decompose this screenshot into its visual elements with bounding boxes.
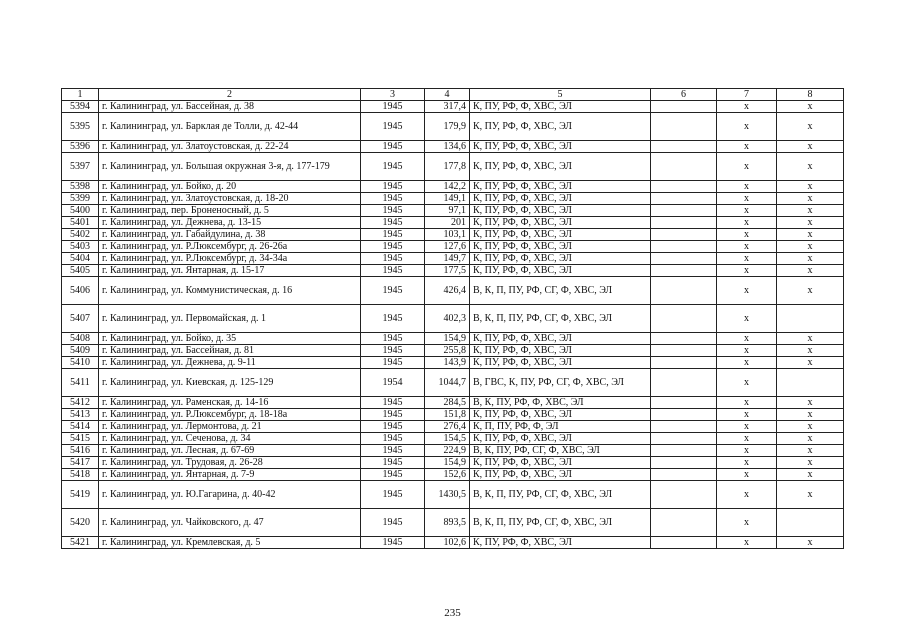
row-number: 5403	[62, 241, 99, 253]
column-header: 2	[99, 89, 361, 101]
col7-cell: х	[717, 345, 777, 357]
address-cell: г. Калининград, ул. Сеченова, д. 34	[99, 433, 361, 445]
col8-cell: х	[777, 537, 844, 549]
col6-cell	[651, 229, 717, 241]
year-cell: 1945	[361, 193, 425, 205]
address-cell: г. Калининград, ул. Бойко, д. 20	[99, 181, 361, 193]
year-cell: 1945	[361, 181, 425, 193]
col6-cell	[651, 253, 717, 265]
address-cell: г. Калининград, ул. Бойко, д. 35	[99, 333, 361, 345]
area-cell: 1430,5	[425, 481, 470, 509]
col6-cell	[651, 509, 717, 537]
column-header: 4	[425, 89, 470, 101]
table-row	[62, 101, 844, 113]
address-cell: г. Калининград, ул. Янтарная, д. 15-17	[99, 265, 361, 277]
area-cell: 284,5	[425, 397, 470, 409]
col7-cell: х	[717, 357, 777, 369]
row-number: 5411	[62, 369, 99, 397]
col8-cell: х	[777, 241, 844, 253]
address-cell: г. Калининград, ул. Чайковского, д. 47	[99, 509, 361, 537]
table-row	[62, 433, 844, 445]
area-cell: 177,5	[425, 265, 470, 277]
row-number: 5395	[62, 113, 99, 141]
table-row	[62, 481, 844, 509]
works-cell: К, ПУ, РФ, Ф, ХВС, ЭЛ	[470, 217, 651, 229]
address-cell: г. Калининград, ул. Большая окружная 3-я, д. 177-179	[99, 153, 361, 181]
area-cell: 142,2	[425, 181, 470, 193]
works-cell: В, К, П, ПУ, РФ, СГ, Ф, ХВС, ЭЛ	[470, 277, 651, 305]
column-header: 1	[62, 89, 99, 101]
year-cell: 1945	[361, 397, 425, 409]
year-cell: 1945	[361, 345, 425, 357]
area-cell: 1044,7	[425, 369, 470, 397]
row-number: 5421	[62, 537, 99, 549]
col7-cell: х	[717, 305, 777, 333]
year-cell: 1945	[361, 101, 425, 113]
col6-cell	[651, 113, 717, 141]
year-cell: 1945	[361, 537, 425, 549]
col8-cell	[777, 509, 844, 537]
col7-cell: х	[717, 369, 777, 397]
col6-cell	[651, 469, 717, 481]
area-cell: 154,5	[425, 433, 470, 445]
year-cell: 1945	[361, 457, 425, 469]
address-cell: г. Калининград, ул. Дежнева, д. 13-15	[99, 217, 361, 229]
year-cell: 1945	[361, 433, 425, 445]
area-cell: 97,1	[425, 205, 470, 217]
col8-cell: х	[777, 153, 844, 181]
register-table	[61, 88, 844, 549]
col8-cell: х	[777, 397, 844, 409]
col8-cell: х	[777, 333, 844, 345]
area-cell: 177,8	[425, 153, 470, 181]
table-row	[62, 369, 844, 397]
area-cell: 224,9	[425, 445, 470, 457]
year-cell: 1945	[361, 421, 425, 433]
year-cell: 1945	[361, 333, 425, 345]
row-number: 5407	[62, 305, 99, 333]
col6-cell	[651, 537, 717, 549]
table-row	[62, 141, 844, 153]
table-row	[62, 153, 844, 181]
table-row	[62, 205, 844, 217]
table-row	[62, 265, 844, 277]
col6-cell	[651, 345, 717, 357]
row-number: 5402	[62, 229, 99, 241]
area-cell: 102,6	[425, 537, 470, 549]
year-cell: 1945	[361, 357, 425, 369]
row-number: 5409	[62, 345, 99, 357]
year-cell: 1945	[361, 305, 425, 333]
address-cell: г. Калининград, ул. Златоустовская, д. 22-24	[99, 141, 361, 153]
area-cell: 134,6	[425, 141, 470, 153]
col7-cell: х	[717, 277, 777, 305]
col8-cell: х	[777, 265, 844, 277]
column-header: 5	[470, 89, 651, 101]
area-cell: 151,8	[425, 409, 470, 421]
year-cell: 1945	[361, 141, 425, 153]
col7-cell: х	[717, 469, 777, 481]
col8-cell: х	[777, 433, 844, 445]
table-row	[62, 509, 844, 537]
works-cell: К, ПУ, РФ, Ф, ХВС, ЭЛ	[470, 433, 651, 445]
table-row	[62, 469, 844, 481]
col6-cell	[651, 397, 717, 409]
col8-cell	[777, 369, 844, 397]
address-cell: г. Калининград, ул. Кремлевская, д. 5	[99, 537, 361, 549]
page-number: 235	[444, 607, 461, 619]
year-cell: 1945	[361, 241, 425, 253]
works-cell: К, ПУ, РФ, Ф, ХВС, ЭЛ	[470, 253, 651, 265]
col6-cell	[651, 357, 717, 369]
area-cell: 317,4	[425, 101, 470, 113]
address-cell: г. Калининград, ул. Лермонтова, д. 21	[99, 421, 361, 433]
col6-cell	[651, 205, 717, 217]
table-row	[62, 181, 844, 193]
col6-cell	[651, 141, 717, 153]
year-cell: 1945	[361, 469, 425, 481]
table-row	[62, 217, 844, 229]
col7-cell: х	[717, 333, 777, 345]
col7-cell: х	[717, 265, 777, 277]
table-row	[62, 357, 844, 369]
col6-cell	[651, 193, 717, 205]
col7-cell: х	[717, 421, 777, 433]
row-number: 5410	[62, 357, 99, 369]
works-cell: В, К, П, ПУ, РФ, СГ, Ф, ХВС, ЭЛ	[470, 509, 651, 537]
col8-cell: х	[777, 101, 844, 113]
col7-cell: х	[717, 481, 777, 509]
address-cell: г. Калининград, ул. Дежнева, д. 9-11	[99, 357, 361, 369]
col7-cell: х	[717, 445, 777, 457]
year-cell: 1945	[361, 481, 425, 509]
address-cell: г. Калининград, ул. Первомайская, д. 1	[99, 305, 361, 333]
col6-cell	[651, 277, 717, 305]
row-number: 5417	[62, 457, 99, 469]
row-number: 5416	[62, 445, 99, 457]
row-number: 5414	[62, 421, 99, 433]
address-cell: г. Калининград, ул. Р.Люксембург, д. 18-18а	[99, 409, 361, 421]
works-cell: В, К, ПУ, РФ, СГ, Ф, ХВС, ЭЛ	[470, 445, 651, 457]
works-cell: В, ГВС, К, ПУ, РФ, СГ, Ф, ХВС, ЭЛ	[470, 369, 651, 397]
col8-cell: х	[777, 141, 844, 153]
table-row	[62, 457, 844, 469]
table-row	[62, 277, 844, 305]
year-cell: 1945	[361, 217, 425, 229]
col6-cell	[651, 457, 717, 469]
table-row	[62, 397, 844, 409]
area-cell: 152,6	[425, 469, 470, 481]
area-cell: 149,1	[425, 193, 470, 205]
col7-cell: х	[717, 113, 777, 141]
area-cell: 154,9	[425, 333, 470, 345]
area-cell: 426,4	[425, 277, 470, 305]
table-row	[62, 253, 844, 265]
row-number: 5415	[62, 433, 99, 445]
table-row	[62, 345, 844, 357]
row-number: 5400	[62, 205, 99, 217]
area-cell: 143,9	[425, 357, 470, 369]
year-cell: 1945	[361, 265, 425, 277]
column-header: 6	[651, 89, 717, 101]
table-row	[62, 241, 844, 253]
row-number: 5413	[62, 409, 99, 421]
row-number: 5397	[62, 153, 99, 181]
table-row	[62, 193, 844, 205]
table-row	[62, 113, 844, 141]
col7-cell: х	[717, 153, 777, 181]
table-row	[62, 305, 844, 333]
year-cell: 1945	[361, 277, 425, 305]
works-cell: К, ПУ, РФ, Ф, ХВС, ЭЛ	[470, 113, 651, 141]
row-number: 5418	[62, 469, 99, 481]
works-cell: К, ПУ, РФ, Ф, ХВС, ЭЛ	[470, 537, 651, 549]
row-number: 5420	[62, 509, 99, 537]
col6-cell	[651, 217, 717, 229]
col6-cell	[651, 433, 717, 445]
address-cell: г. Калининград, ул. Раменская, д. 14-16	[99, 397, 361, 409]
col8-cell: х	[777, 253, 844, 265]
area-cell: 402,3	[425, 305, 470, 333]
works-cell: В, К, П, ПУ, РФ, СГ, Ф, ХВС, ЭЛ	[470, 481, 651, 509]
address-cell: г. Калининград, ул. Ю.Гагарина, д. 40-42	[99, 481, 361, 509]
year-cell: 1945	[361, 113, 425, 141]
col7-cell: х	[717, 509, 777, 537]
table-row	[62, 409, 844, 421]
table-row	[62, 445, 844, 457]
column-header: 8	[777, 89, 844, 101]
works-cell: В, К, П, ПУ, РФ, СГ, Ф, ХВС, ЭЛ	[470, 305, 651, 333]
col8-cell: х	[777, 193, 844, 205]
col6-cell	[651, 153, 717, 181]
col6-cell	[651, 369, 717, 397]
col6-cell	[651, 481, 717, 509]
area-cell: 154,9	[425, 457, 470, 469]
area-cell: 893,5	[425, 509, 470, 537]
year-cell: 1945	[361, 153, 425, 181]
address-cell: г. Калининград, ул. Р.Люксембург, д. 34-34а	[99, 253, 361, 265]
year-cell: 1954	[361, 369, 425, 397]
col6-cell	[651, 181, 717, 193]
col8-cell: х	[777, 181, 844, 193]
col7-cell: х	[717, 193, 777, 205]
works-cell: К, ПУ, РФ, Ф, ХВС, ЭЛ	[470, 241, 651, 253]
col6-cell	[651, 305, 717, 333]
works-cell: К, ПУ, РФ, Ф, ХВС, ЭЛ	[470, 193, 651, 205]
works-cell: К, ПУ, РФ, Ф, ХВС, ЭЛ	[470, 101, 651, 113]
col8-cell: х	[777, 345, 844, 357]
works-cell: К, ПУ, РФ, Ф, ХВС, ЭЛ	[470, 457, 651, 469]
col8-cell: х	[777, 421, 844, 433]
col8-cell	[777, 305, 844, 333]
works-cell: К, П, ПУ, РФ, Ф, ЭЛ	[470, 421, 651, 433]
area-cell: 255,8	[425, 345, 470, 357]
address-cell: г. Калининград, ул. Янтарная, д. 7-9	[99, 469, 361, 481]
works-cell: К, ПУ, РФ, Ф, ХВС, ЭЛ	[470, 229, 651, 241]
area-cell: 179,9	[425, 113, 470, 141]
col7-cell: х	[717, 181, 777, 193]
column-number-row	[62, 89, 844, 101]
col7-cell: х	[717, 205, 777, 217]
address-cell: г. Калининград, ул. Златоустовская, д. 18-20	[99, 193, 361, 205]
col8-cell: х	[777, 457, 844, 469]
row-number: 5394	[62, 101, 99, 113]
works-cell: К, ПУ, РФ, Ф, ХВС, ЭЛ	[470, 265, 651, 277]
column-header: 3	[361, 89, 425, 101]
col8-cell: х	[777, 113, 844, 141]
col7-cell: х	[717, 217, 777, 229]
row-number: 5399	[62, 193, 99, 205]
address-cell: г. Калининград, ул. Лесная, д. 67-69	[99, 445, 361, 457]
col6-cell	[651, 421, 717, 433]
area-cell: 103,1	[425, 229, 470, 241]
address-cell: г. Калининград, ул. Трудовая, д. 26-28	[99, 457, 361, 469]
col6-cell	[651, 265, 717, 277]
works-cell: К, ПУ, РФ, Ф, ХВС, ЭЛ	[470, 469, 651, 481]
address-cell: г. Калининград, ул. Бассейная, д. 81	[99, 345, 361, 357]
table-row	[62, 421, 844, 433]
works-cell: К, ПУ, РФ, Ф, ХВС, ЭЛ	[470, 181, 651, 193]
col8-cell: х	[777, 445, 844, 457]
year-cell: 1945	[361, 409, 425, 421]
works-cell: К, ПУ, РФ, Ф, ХВС, ЭЛ	[470, 333, 651, 345]
col8-cell: х	[777, 205, 844, 217]
works-cell: К, ПУ, РФ, Ф, ХВС, ЭЛ	[470, 345, 651, 357]
col7-cell: х	[717, 537, 777, 549]
col7-cell: х	[717, 457, 777, 469]
address-cell: г. Калининград, ул. Р.Люксембург, д. 26-26а	[99, 241, 361, 253]
year-cell: 1945	[361, 205, 425, 217]
row-number: 5408	[62, 333, 99, 345]
col8-cell: х	[777, 409, 844, 421]
table-row	[62, 229, 844, 241]
year-cell: 1945	[361, 229, 425, 241]
area-cell: 149,7	[425, 253, 470, 265]
row-number: 5396	[62, 141, 99, 153]
works-cell: К, ПУ, РФ, Ф, ХВС, ЭЛ	[470, 153, 651, 181]
col7-cell: х	[717, 397, 777, 409]
col7-cell: х	[717, 141, 777, 153]
works-cell: К, ПУ, РФ, Ф, ХВС, ЭЛ	[470, 409, 651, 421]
col8-cell: х	[777, 277, 844, 305]
column-header: 7	[717, 89, 777, 101]
col8-cell: х	[777, 469, 844, 481]
address-cell: г. Калининград, ул. Бассейная, д. 38	[99, 101, 361, 113]
works-cell: К, ПУ, РФ, Ф, ХВС, ЭЛ	[470, 205, 651, 217]
col6-cell	[651, 445, 717, 457]
table-body	[62, 101, 844, 549]
col8-cell: х	[777, 481, 844, 509]
table-row	[62, 537, 844, 549]
works-cell: К, ПУ, РФ, Ф, ХВС, ЭЛ	[470, 141, 651, 153]
address-cell: г. Калининград, ул. Киевская, д. 125-129	[99, 369, 361, 397]
address-cell: г. Калининград, ул. Коммунистическая, д. 16	[99, 277, 361, 305]
col7-cell: х	[717, 433, 777, 445]
col6-cell	[651, 333, 717, 345]
col7-cell: х	[717, 241, 777, 253]
col8-cell: х	[777, 217, 844, 229]
area-cell: 276,4	[425, 421, 470, 433]
address-cell: г. Калининград, пер. Броненосный, д. 5	[99, 205, 361, 217]
works-cell: В, К, ПУ, РФ, Ф, ХВС, ЭЛ	[470, 397, 651, 409]
table-row	[62, 333, 844, 345]
year-cell: 1945	[361, 445, 425, 457]
area-cell: 127,6	[425, 241, 470, 253]
address-cell: г. Калининград, ул. Габайдулина, д. 38	[99, 229, 361, 241]
col7-cell: х	[717, 409, 777, 421]
year-cell: 1945	[361, 509, 425, 537]
year-cell: 1945	[361, 253, 425, 265]
col7-cell: х	[717, 253, 777, 265]
col8-cell: х	[777, 357, 844, 369]
col6-cell	[651, 241, 717, 253]
col8-cell: х	[777, 229, 844, 241]
col6-cell	[651, 101, 717, 113]
col6-cell	[651, 409, 717, 421]
row-number: 5404	[62, 253, 99, 265]
col7-cell: х	[717, 229, 777, 241]
row-number: 5401	[62, 217, 99, 229]
address-cell: г. Калининград, ул. Барклая де Толли, д. 42-44	[99, 113, 361, 141]
col7-cell: х	[717, 101, 777, 113]
works-cell: К, ПУ, РФ, Ф, ХВС, ЭЛ	[470, 357, 651, 369]
row-number: 5406	[62, 277, 99, 305]
row-number: 5398	[62, 181, 99, 193]
row-number: 5405	[62, 265, 99, 277]
row-number: 5419	[62, 481, 99, 509]
area-cell: 201	[425, 217, 470, 229]
row-number: 5412	[62, 397, 99, 409]
